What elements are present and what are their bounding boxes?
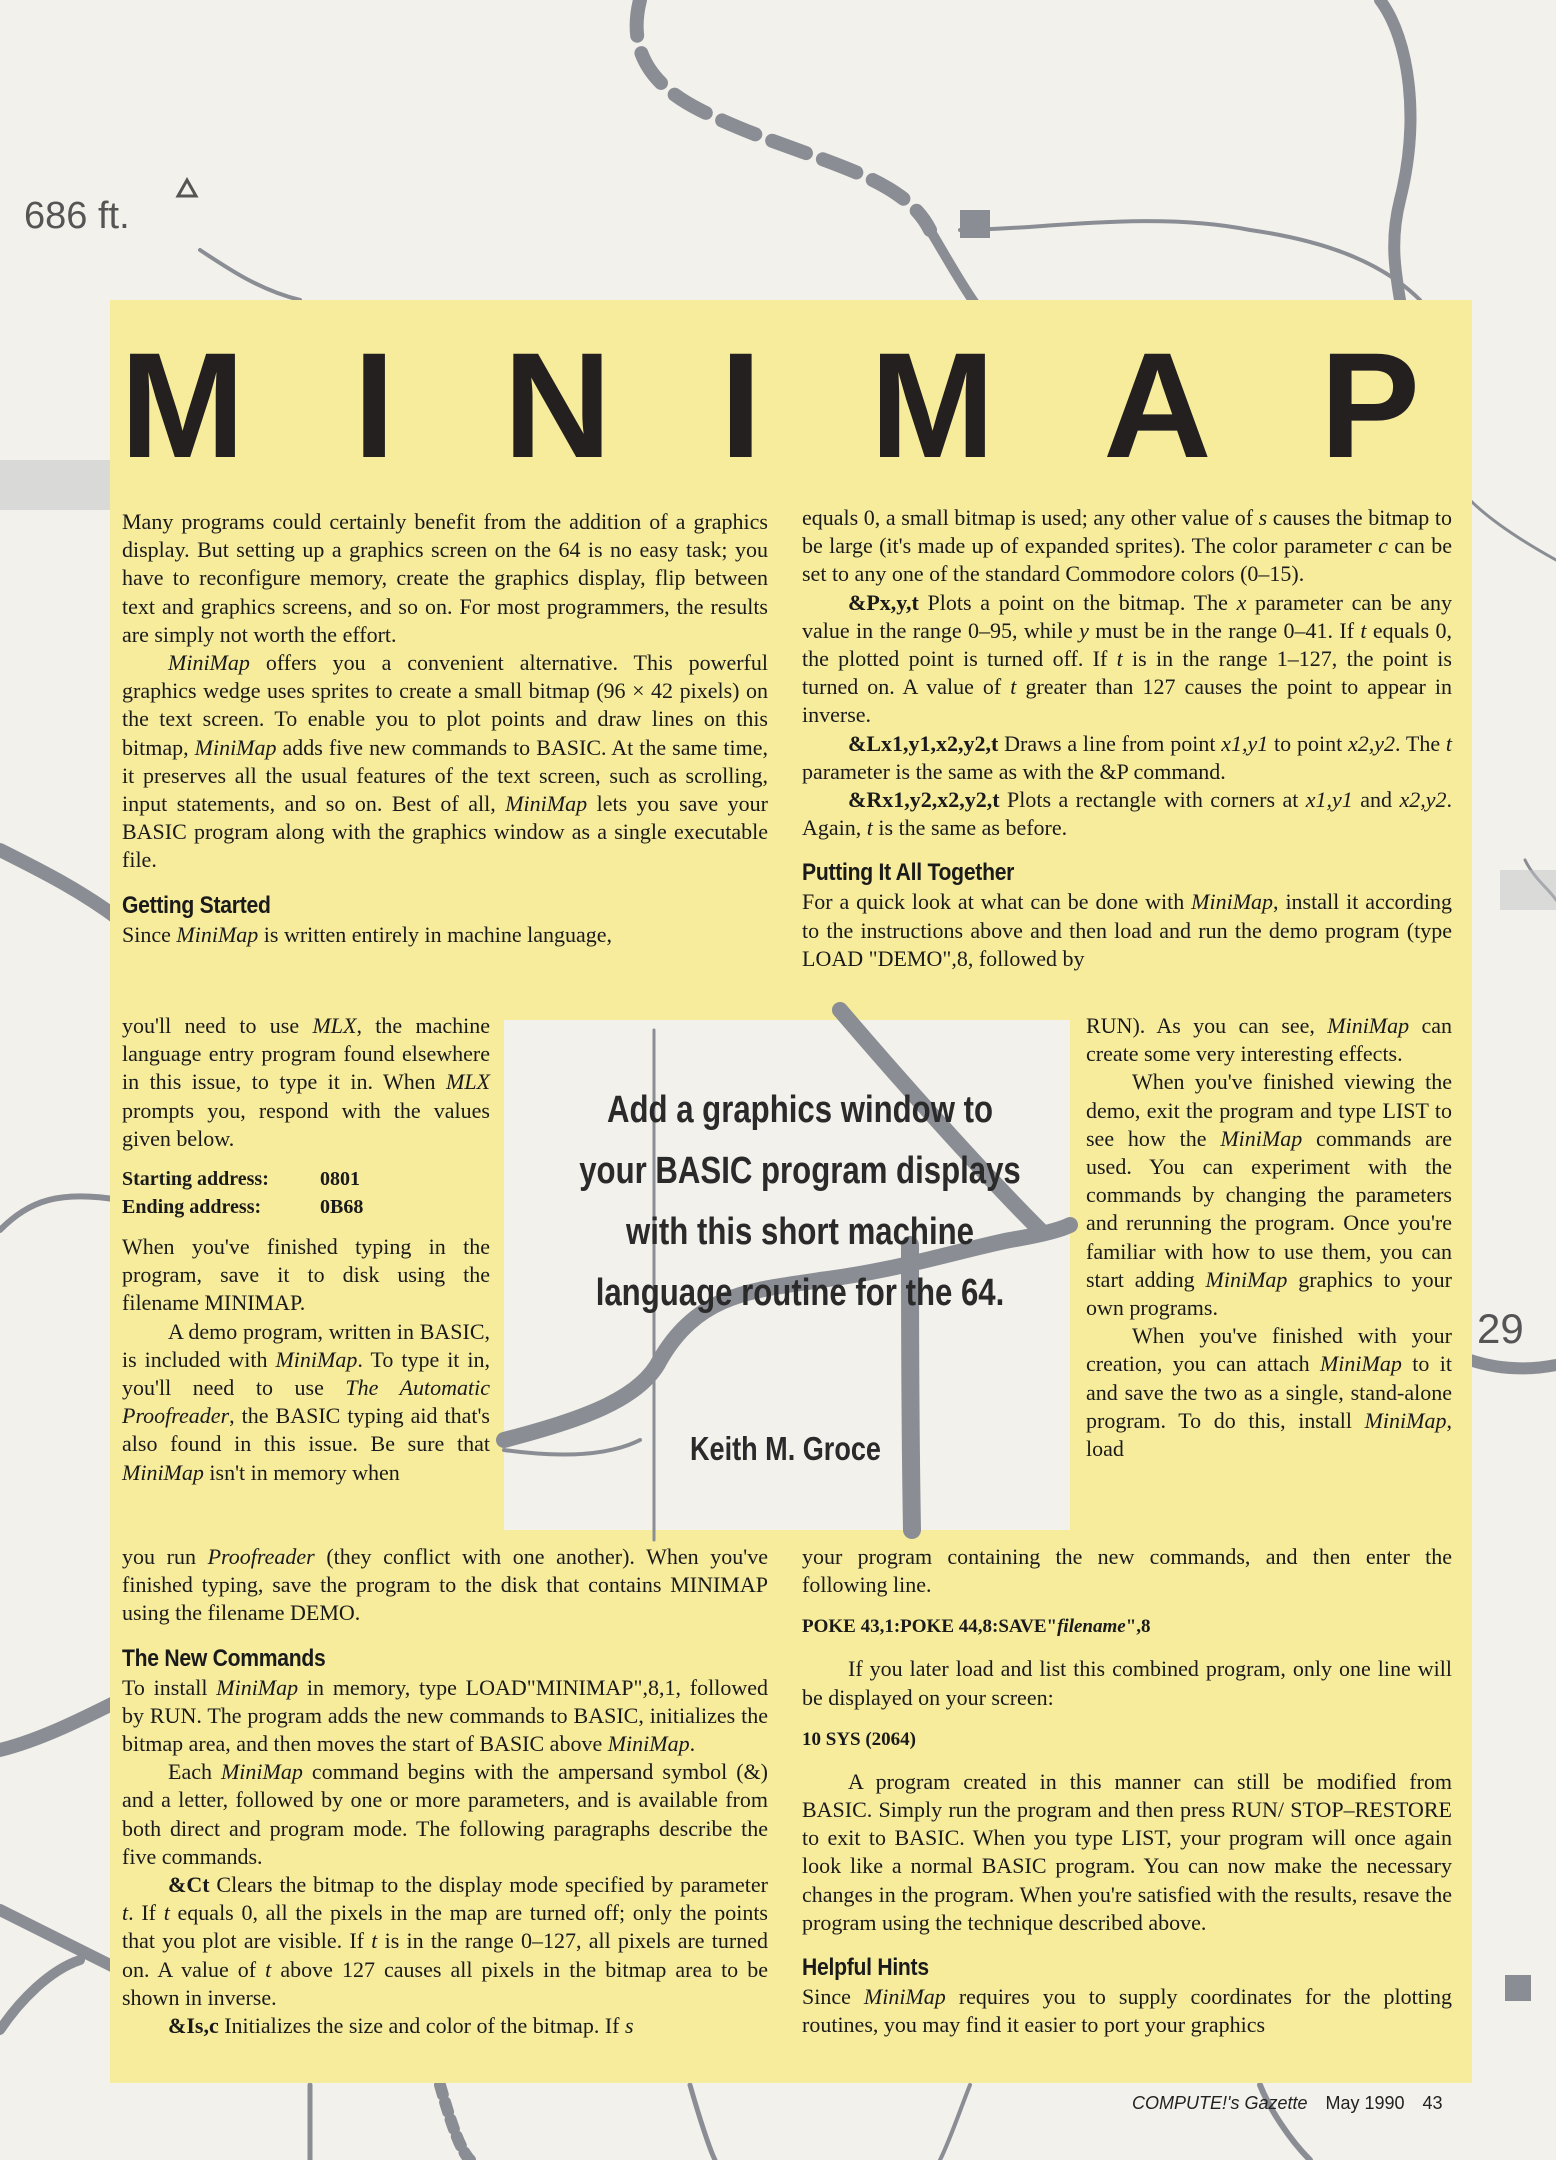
start-address-value: 0801 <box>320 1168 360 1191</box>
getting-started-paragraph-1b: you'll need to use MLX, the machine language entry program found elsewhere in this issue, to type it in. When MLX prompts you, respond with the values given below. <box>122 1013 490 1151</box>
command-rectangle: &Rx1,y2,x2,y2,t Plots a rectangle with corners at x1,y1 and x2,y2. Again, t is the same as before. <box>802 787 1452 841</box>
command-clear: &Ct Clears the bitmap to the display mode specified by parameter t. If t equals 0, all the pixels in the map are turned off; only the points that you plot are visible. If t is in the range 0–127, all pixels are turned on. A value of t above 127 causes all pixels in the bitmap area to be shown in inverse. <box>122 1872 769 2010</box>
elevation-label: 686 ft. <box>24 195 130 237</box>
helpful-hints-paragraph-1: Since MiniMap requires you to supply coordinates for the plotting routines, you may find it easier to port your graphics <box>802 1984 1452 2038</box>
command-line: &Lx1,y1,x2,y2,t Draws a line from point x1,y1 to point x2,y2. The t parameter is the same as with the &P command. <box>802 730 1453 784</box>
right-column-bottom <box>802 1543 1452 2039</box>
command-init-cont: equals 0, a small bitmap is used; any other value of s causes the bitmap to be large (it's made up of expanded sprites). The color parameter c can be set to any one of the standard Commodore colors (0–15). <box>802 505 1452 587</box>
author-byline: Keith M. Groce <box>690 1430 881 1467</box>
intro-paragraph-1: Many programs could certainly benefit from the addition of a graphics display. But setting up a graphics screen on the 64 is no easy task; you have to reconfigure memory, create the graphics display, flip between text and graphics screens, and so on. For most programmers, the results are simply not worth the effort. <box>122 509 768 647</box>
heading-new-commands: The New Commands <box>122 1644 326 1672</box>
title-letter: P <box>1319 321 1420 489</box>
heading-putting-together: Putting It All Together <box>802 859 1015 887</box>
title-letter: M <box>869 321 995 489</box>
title-letter: M <box>120 321 245 489</box>
putting-together-paragraph-5: A program created in this manner can still be modified from BASIC. Simply run the program and then press RUN/ STOP–RESTORE to exit to BASIC. When you type LIST, your program will once again look like a normal BASIC program. You can now make the necessary changes in the program. When you're satisfied with the results, resave the program using the technique described above. <box>802 1768 1452 1935</box>
new-commands-paragraph-2: Each MiniMap command begins with the ampersand symbol (&) and a letter, followed by one or more parameters, and is available from both direct and program mode. The following paragraphs describe the five commands. <box>122 1759 768 1869</box>
page-number: 43 <box>1422 2093 1443 2113</box>
putting-together-paragraph-2: When you've finished viewing the demo, exit the program and type LIST to see how the MiniMap commands are used. You can experiment with the commands by changing the parameters and rerunning the program. Once you're familiar with how to use them, you can start adding MiniMap graphics to your own programs. <box>1086 1069 1453 1321</box>
getting-started-paragraph-2: When you've finished typing in the program, save it to disk using the filename MINIMAP. <box>122 1234 490 1316</box>
magazine-name: COMPUTE!'s Gazette <box>1132 2093 1308 2113</box>
right-column-top <box>802 504 1452 973</box>
map-number-label: 29 <box>1477 1305 1524 1352</box>
page-footer <box>1132 2093 1443 2114</box>
end-address-label: Ending address: <box>122 1196 262 1219</box>
code-line-sys: 10 SYS (2064) <box>802 1728 917 1750</box>
right-column-narrow <box>1086 1012 1452 1463</box>
left-column-top <box>122 508 768 949</box>
getting-started-paragraph-1a: Since MiniMap is written entirely in machine language, <box>122 921 612 947</box>
putting-together-paragraph-4: If you later load and list this combined program, only one line will be displayed on your screen: <box>802 1656 1452 1710</box>
putting-together-paragraph-1a: For a quick look at what can be done with MiniMap, install it according to the instructions above and then load and run the demo program (type LOAD "DEMO",8, followed by <box>802 889 1452 971</box>
command-init: &Is,c Initializes the size and color of the bitmap. If s <box>168 2013 634 2039</box>
title-letter: A <box>1103 321 1212 489</box>
pull-quote <box>570 1080 1029 1324</box>
pull-quote-line: Add a graphics window to <box>606 1089 994 1131</box>
title-letter: N <box>503 321 612 489</box>
title-letter: I <box>719 321 762 489</box>
getting-started-paragraph-3b: you run Proofreader (they conflict with one another). When you've finished typing, save the program to the disk that contains MINIMAP using the filename DEMO. <box>122 1544 768 1626</box>
code-line-save: POKE 43,1:POKE 44,8:SAVE"filename",8 <box>802 1616 1151 1638</box>
putting-together-paragraph-3b: your program containing the new commands, and then enter the following line. <box>802 1544 1452 1598</box>
putting-together-paragraph-1b: RUN). As you can see, MiniMap can create some very interesting effects. <box>1086 1013 1452 1067</box>
pull-quote-line: language routine for the 64. <box>595 1272 1005 1314</box>
left-column-bottom <box>122 1543 768 2040</box>
start-address-label: Starting address: <box>122 1168 269 1191</box>
putting-together-paragraph-3a: When you've finished with your creation, you can attach MiniMap to it and save the two as a single, stand-alone program. To do this, install MiniMap, load <box>1086 1323 1452 1462</box>
getting-started-paragraph-3a: A demo program, written in BASIC, is included with MiniMap. To type it in, you'll need to use The Automatic Proofreader, the BASIC typing aid that's also found in this issue. Be sure that MiniMap isn't in memory when <box>122 1318 491 1485</box>
issue-date: May 1990 <box>1325 2093 1405 2113</box>
address-block <box>122 1165 490 1221</box>
left-column-narrow <box>122 1012 490 1487</box>
title-letter: I <box>353 321 395 489</box>
new-commands-paragraph-1: To install MiniMap in memory, type LOAD"MINIMAP",8,1, followed by RUN. The program adds the new commands to BASIC, initializes the bitmap area, and then moves the start of BASIC above MiniMap. <box>122 1674 768 1757</box>
command-plot: &Px,y,t Plots a point on the bitmap. The x parameter can be any value in the range 0–95, while y must be in the range 0–41. If t equals 0, the plotted point is turned off. If t is in the range 1–127, the point is turned on. A value of t greater than 127 causes the point to appear in inverse. <box>802 589 1453 728</box>
end-address-value: 0B68 <box>320 1196 364 1219</box>
intro-paragraph-2: MiniMap offers you a convenient alternative. This powerful graphics wedge uses sprites to create a small bitmap (96 × 42 pixels) on the text screen. To enable you to plot points and draw lines on this bitmap, MiniMap adds five new commands to BASIC. At the same time, it preserves all the usual features of the text screen, such as scrolling, input statements, and so on. Best of all, MiniMap lets you save your BASIC program along with the graphics window as a single executable file. <box>122 650 769 873</box>
article-title <box>120 321 1420 489</box>
heading-getting-started: Getting Started <box>122 891 271 919</box>
heading-helpful-hints: Helpful Hints <box>802 1954 929 1982</box>
pull-quote-line: your BASIC program displays <box>579 1150 1021 1192</box>
pull-quote-line: with this short machine <box>625 1211 974 1253</box>
